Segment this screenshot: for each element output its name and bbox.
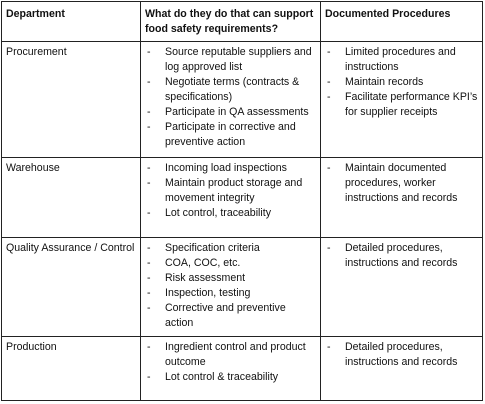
support-cell <box>141 337 321 401</box>
bullet-dash: - <box>147 341 151 353</box>
list-item: - Corrective and preventive action <box>147 302 286 329</box>
list-item: - Ingredient control and product outcome <box>147 341 306 368</box>
bullet-dash: - <box>327 46 331 58</box>
department-cell: Production <box>2 337 141 401</box>
support-cell <box>141 238 321 337</box>
list-item: - Maintain product storage and movement integrity <box>147 177 303 204</box>
list-item: - COA, COC, etc. <box>147 257 241 269</box>
list-item: - Maintain documented procedures, worker instructions and records <box>327 162 458 204</box>
table-row <box>2 337 483 401</box>
list-item: - Inspection, testing <box>147 287 251 299</box>
list-item: - Risk assessment <box>147 272 246 284</box>
department-cell: Quality Assurance / Control <box>2 238 141 337</box>
header-department: Department <box>2 2 141 42</box>
list-item: - Detailed procedures, instructions and records <box>327 341 458 368</box>
list-item: - Participate in QA assessments <box>147 106 309 118</box>
support-list <box>145 241 316 331</box>
bullet-dash: - <box>327 76 331 88</box>
procedures-list <box>325 340 478 370</box>
bullet-dash: - <box>327 341 331 353</box>
support-cell <box>141 42 321 158</box>
table-row <box>2 158 483 238</box>
bullet-dash: - <box>147 121 151 133</box>
procedures-list <box>325 45 478 120</box>
header-procedures: Documented Procedures <box>321 2 483 42</box>
procedures-list <box>325 161 478 206</box>
bullet-dash: - <box>327 91 331 103</box>
department-cell: Warehouse <box>2 158 141 238</box>
bullet-dash: - <box>147 257 151 269</box>
bullet-dash: - <box>147 106 151 118</box>
list-item: - Lot control & traceability <box>147 371 279 383</box>
list-item: - Maintain records <box>327 76 424 88</box>
food-safety-table <box>1 1 483 401</box>
bullet-dash: - <box>147 177 151 189</box>
support-cell <box>141 158 321 238</box>
department-cell: Procurement <box>2 42 141 158</box>
support-list <box>145 161 316 221</box>
procedures-cell <box>321 337 483 401</box>
bullet-dash: - <box>147 287 151 299</box>
bullet-dash: - <box>147 207 151 219</box>
list-item: - Negotiate terms (contracts & specifications) <box>147 76 300 103</box>
list-item: - Incoming load inspections <box>147 162 287 174</box>
procedures-cell <box>321 238 483 337</box>
bullet-dash: - <box>147 242 151 254</box>
header-support: What do they do that can support food safety requirements? <box>141 2 321 42</box>
bullet-dash: - <box>147 162 151 174</box>
bullet-dash: - <box>327 162 331 174</box>
list-item: - Participate in corrective and preventive action <box>147 121 296 148</box>
bullet-dash: - <box>147 76 151 88</box>
list-item: - Specification criteria <box>147 242 260 254</box>
table-row <box>2 238 483 337</box>
list-item: - Limited procedures and instructions <box>327 46 456 73</box>
bullet-dash: - <box>147 272 151 284</box>
list-item: - Facilitate performance KPI’s for supplier receipts <box>327 91 478 118</box>
bullet-dash: - <box>327 242 331 254</box>
bullet-dash: - <box>147 302 151 314</box>
procedures-cell <box>321 158 483 238</box>
procedures-list <box>325 241 478 271</box>
list-item: - Source reputable suppliers and log approved list <box>147 46 312 73</box>
header-row <box>2 2 483 42</box>
bullet-dash: - <box>147 46 151 58</box>
list-item: - Detailed procedures, instructions and records <box>327 242 458 269</box>
list-item: - Lot control, traceability <box>147 207 271 219</box>
procedures-cell <box>321 42 483 158</box>
support-list <box>145 45 316 150</box>
bullet-dash: - <box>147 371 151 383</box>
support-list <box>145 340 316 385</box>
table-row <box>2 42 483 158</box>
